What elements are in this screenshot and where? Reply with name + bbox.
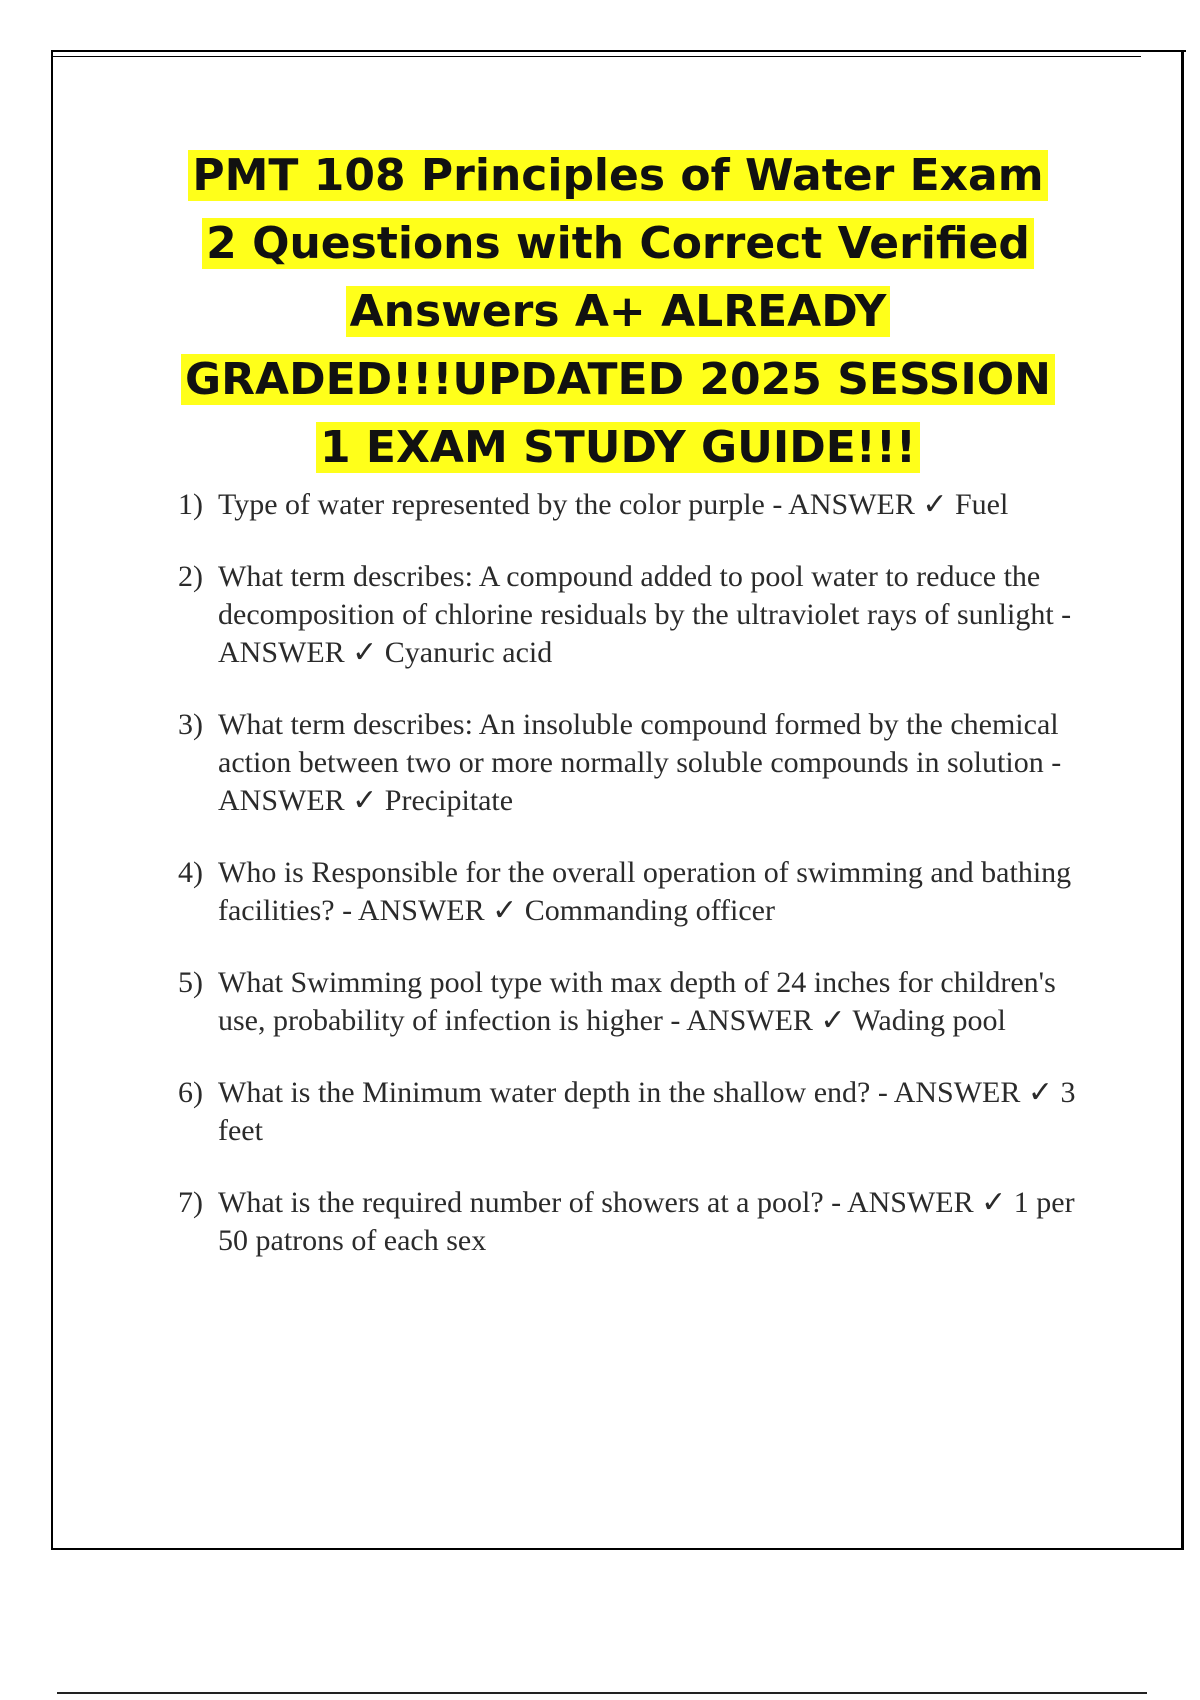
- question-text: What is the Minimum water depth in the shallow end? - ANSWER ✓ 3 feet: [218, 1076, 1076, 1147]
- question-list: [178, 486, 1108, 1294]
- title-line: GRADED!!!UPDATED 2025 SESSION: [181, 354, 1055, 405]
- question-number: 7): [178, 1186, 203, 1219]
- question-number: 6): [178, 1076, 203, 1109]
- title-line: Answers A+ ALREADY: [346, 286, 891, 337]
- question-text: Type of water represented by the color purple - ANSWER ✓ Fuel: [218, 488, 1009, 521]
- question-item: [178, 706, 1108, 820]
- question-item: [178, 854, 1108, 930]
- question-item: [178, 964, 1108, 1040]
- question-text: Who is Responsible for the overall operation of swimming and bathing facilities? - ANSWER ✓ Commanding officer: [218, 856, 1072, 927]
- question-item: [178, 1184, 1108, 1260]
- question-text: What term describes: A compound added to pool water to reduce the decomposition of chlorine residuals by the ultraviolet rays of sunlight - ANSWER ✓ Cyanuric acid: [218, 560, 1072, 669]
- question-item: [178, 486, 1108, 524]
- question-number: 3): [178, 708, 203, 741]
- document-title: [100, 142, 1136, 482]
- question-text: What Swimming pool type with max depth of 24 inches for children's use, probability of infection is higher - ANSWER ✓ Wading pool: [218, 966, 1056, 1037]
- title-line: 2 Questions with Correct Verified: [202, 218, 1034, 269]
- page-bottom-rule: [57, 1692, 1147, 1694]
- title-line: 1 EXAM STUDY GUIDE!!!: [316, 422, 920, 473]
- question-number: 4): [178, 856, 203, 889]
- question-number: 1): [178, 488, 203, 521]
- question-text: What term describes: An insoluble compound formed by the chemical action between two or more normally soluble compounds in solution - ANSWER ✓ Precipitate: [218, 708, 1062, 817]
- question-item: [178, 1074, 1108, 1150]
- question-number: 2): [178, 560, 203, 593]
- question-item: [178, 558, 1108, 672]
- question-text: What is the required number of showers at a pool? - ANSWER ✓ 1 per 50 patrons of each sex: [218, 1186, 1075, 1257]
- title-line: PMT 108 Principles of Water Exam: [188, 150, 1047, 201]
- question-number: 5): [178, 966, 203, 999]
